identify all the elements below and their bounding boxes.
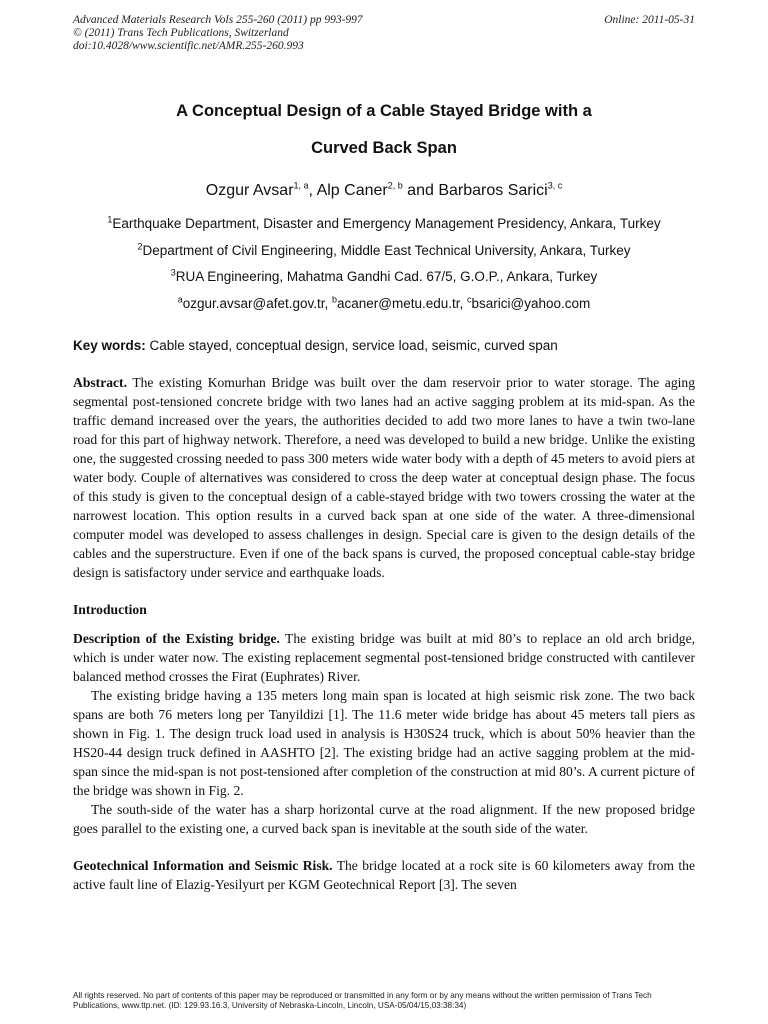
copyright-footer: All rights reserved. No part of contents of this paper may be reproduced or transmitted in any form or by any means without the written permission of Trans Tech Publications, www.ttp.net. (ID: 129.93.16.3, University of Nebraska-Lincoln, Lincoln, USA-05/04/15,03:38:34) <box>73 991 652 1010</box>
author-name: Barbaros Sarici <box>438 182 548 199</box>
run-in-heading: Geotechnical Information and Seismic Risk. <box>73 858 333 873</box>
author-superscript: 1, a <box>293 180 309 191</box>
author-separator: and <box>402 182 439 199</box>
affiliations <box>73 211 695 317</box>
email-address: acaner@metu.edu.tr, <box>337 295 468 311</box>
paragraph-text: The bridge located at a rock site is 60 kilometers away from the active fault line of Elazig-Yesilyurt per KGM Geotechnical Report [3]. The seven <box>73 858 695 892</box>
run-in-heading: Description of the Existing bridge. <box>73 631 280 646</box>
paragraph-main-span: The existing bridge having a 135 meters long main span is located at high seismic risk zone. The two back spans are both 76 meters long per Tanyildizi [1]. The 11.6 meter wide bridge has about 45 meters tall piers as shown in Fig. 1. The design truck load used in analysis is H30S24 truck, which is about 50% heavier than the HS20-44 design truck defined in AASHTO [2]. The existing bridge had an active sagging problem at the mid-span since the mid-span is not post-tensioned after completion of the construction at mid 80’s. A current picture of the bridge was shown in Fig. 2. <box>73 688 695 798</box>
journal-header <box>73 14 695 53</box>
author-name: Ozgur Avsar <box>205 182 294 199</box>
paper-title <box>73 93 695 167</box>
email-superscript: c <box>467 294 472 304</box>
paragraph-south-side: The south-side of the water has a sharp horizontal curve at the road alignment. If the new proposed bridge goes parallel to the existing one, a curved back span is inevitable at the south side of the water. <box>73 802 695 836</box>
affiliation-superscript: 1 <box>107 214 113 225</box>
keywords-text: Cable stayed, conceptual design, service load, seismic, curved span <box>145 338 558 353</box>
title-line-2: Curved Back Span <box>311 139 457 157</box>
online-date: Online: 2011-05-31 <box>604 14 695 26</box>
email-address: ozgur.avsar@afet.gov.tr, <box>182 295 332 311</box>
email-address: bsarici@yahoo.com <box>471 295 591 311</box>
author-name: Alp Caner <box>316 182 388 199</box>
title-line-1: A Conceptual Design of a Cable Stayed Bridge with a <box>176 102 592 120</box>
affiliation-line <box>73 238 695 265</box>
author-separator: , <box>308 182 317 199</box>
keywords-label: Key words: <box>73 338 146 353</box>
author-list <box>73 181 695 201</box>
doi-line: doi:10.4028/www.scientific.net/AMR.255-260.993 <box>73 40 304 52</box>
keywords <box>73 337 695 355</box>
section-heading-introduction: Introduction <box>73 602 147 617</box>
paragraph-geotechnical <box>73 856 695 894</box>
copyright-line: © (2011) Trans Tech Publications, Switzerland <box>73 27 289 39</box>
email-superscript: b <box>331 294 337 304</box>
affiliation-line <box>73 264 695 291</box>
abstract-text: The existing Komurhan Bridge was built over the dam reservoir prior to water storage. The aging segmental post-tensioned concrete bridge with two lanes had an active sagging problem at its mid-span. As the traffic demand increased over the years, the authorities decided to add two more lanes to have a twin two-lane road for this part of highway network. Therefore, a need was developed to build a new bridge. Unlike the existing one, the suggested crossing needed to pass 300 meters wide water body with a depth of 45 meters to avoid piers at water body. Couple of alternatives was considered to cross the deep water at conceptual design phase. The focus of this study is given to the conceptual design of a cable-stayed bridge with two towers crossing the water at the narrowest location. This option results in a curved back span at one side of the water. A three-dimensional computer model was developed to assess challenges in design. Special care is given to the design details of the cables and the superstructure. Even if one of the back spans is curved, the proposed conceptual cable-stay bridge design is satisfactory under service and earthquake loads. <box>73 375 695 580</box>
email-line <box>73 291 695 318</box>
paragraph-existing-bridge <box>73 629 695 686</box>
abstract-label: Abstract. <box>73 375 127 390</box>
author-superscript: 2, b <box>387 180 403 191</box>
affiliation-text: Department of Civil Engineering, Middle East Technical University, Ankara, Turkey <box>142 242 631 258</box>
affiliation-superscript: 2 <box>137 241 143 251</box>
affiliation-text: Earthquake Department, Disaster and Emergency Management Presidency, Ankara, Turkey <box>112 216 661 231</box>
journal-citation: Advanced Materials Research Vols 255-260 (2011) pp 993-997 <box>73 14 363 26</box>
author-superscript: 3, c <box>547 180 563 191</box>
affiliation-text: RUA Engineering, Mahatma Gandhi Cad. 67/5, G.O.P., Ankara, Turkey <box>175 269 598 284</box>
abstract <box>73 373 695 582</box>
affiliation-superscript: 3 <box>170 267 176 278</box>
email-superscript: a <box>177 294 183 304</box>
affiliation-line <box>73 211 695 238</box>
paragraph-text: The existing bridge was built at mid 80’s to replace an old arch bridge, which is under water now. The existing replacement segmental post-tensioned bridge constructed with cantilever balanced method crosses the Firat (Euphrates) River. <box>73 631 696 684</box>
